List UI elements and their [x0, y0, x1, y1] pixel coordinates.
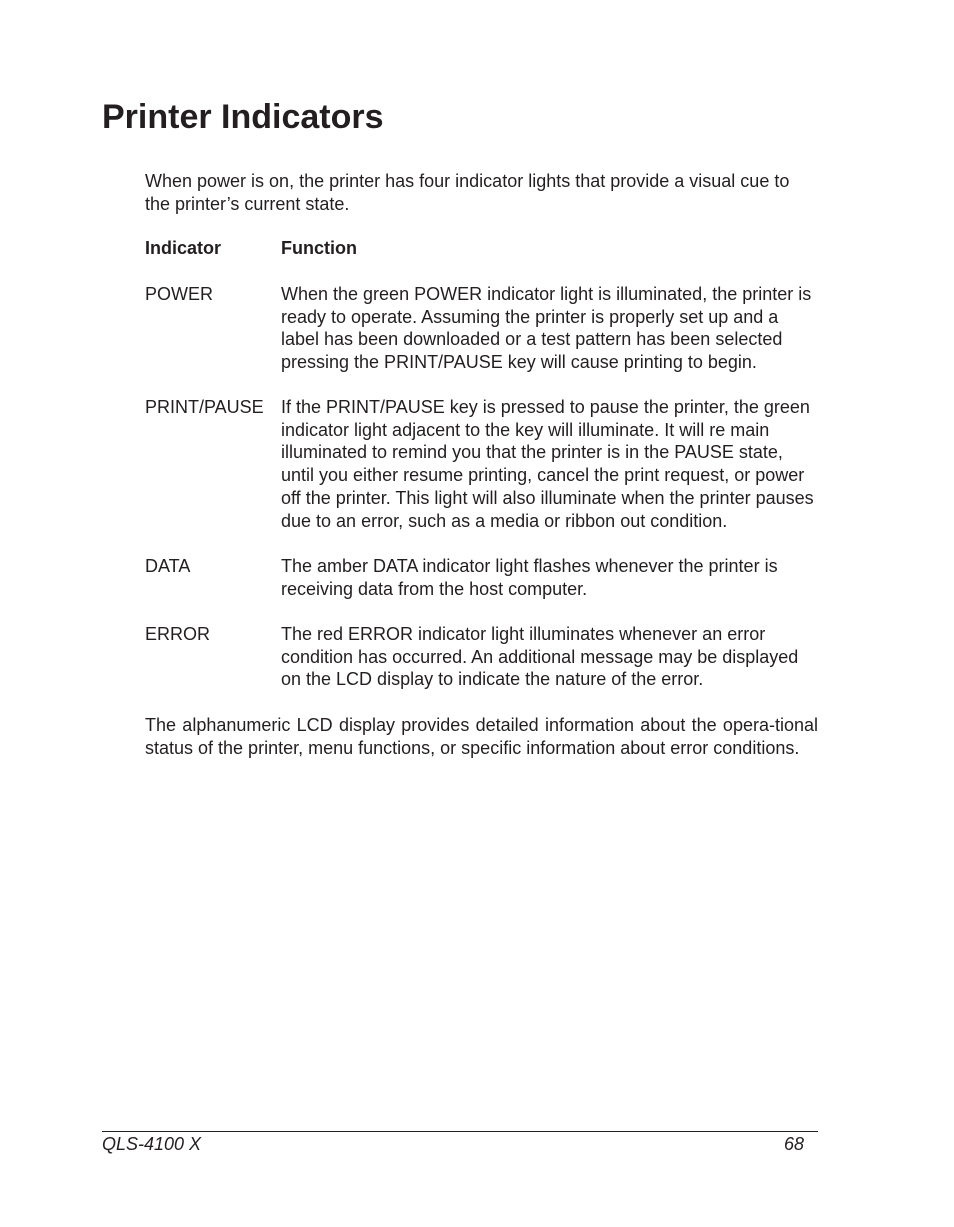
- indicator-function: If the PRINT/PAUSE key is pressed to pause the printer, the green indicator light adjacent to the key will illuminate. It will re main illuminated to remind you that the printer is in the PAUSE state, until you either resume printing, cancel the print request, or power off the printer. This light will also illuminate when the printer pauses due to an error, such as a media or ribbon out condition.: [281, 397, 814, 531]
- page-title: Printer Indicators: [102, 98, 384, 136]
- indicator-name: DATA: [145, 556, 191, 576]
- closing-paragraph: The alphanumeric LCD display provides detailed information about the opera-tional status of the printer, menu functions, or specific information about error conditions.: [145, 715, 818, 758]
- indicator-name: POWER: [145, 284, 214, 304]
- footer-page-number: 68: [783, 1134, 804, 1154]
- footer-model-name: QLS-4100 X: [102, 1134, 202, 1154]
- function-column-header: Function: [281, 238, 357, 258]
- indicator-function: The amber DATA indicator light flashes whenever the printer is receiving data from the host computer.: [281, 556, 778, 599]
- footer-divider: [102, 1131, 818, 1132]
- indicator-function: When the green POWER indicator light is illuminated, the printer is ready to operate. Assuming the printer is properly set up and a label has been downloaded or a test pattern has been selected pressing the PRINT/PAUSE key will cause printing to begin.: [281, 284, 812, 373]
- indicator-name: PRINT/PAUSE: [145, 397, 264, 417]
- intro-paragraph: When power is on, the printer has four indicator lights that provide a visual cue to the printer’s current state.: [145, 171, 790, 214]
- indicator-function: The red ERROR indicator light illuminates whenever an error condition has occurred. An additional message may be displayed on the LCD display to indicate the nature of the error.: [281, 624, 799, 690]
- indicator-column-header: Indicator: [145, 238, 222, 258]
- indicator-name: ERROR: [145, 624, 211, 644]
